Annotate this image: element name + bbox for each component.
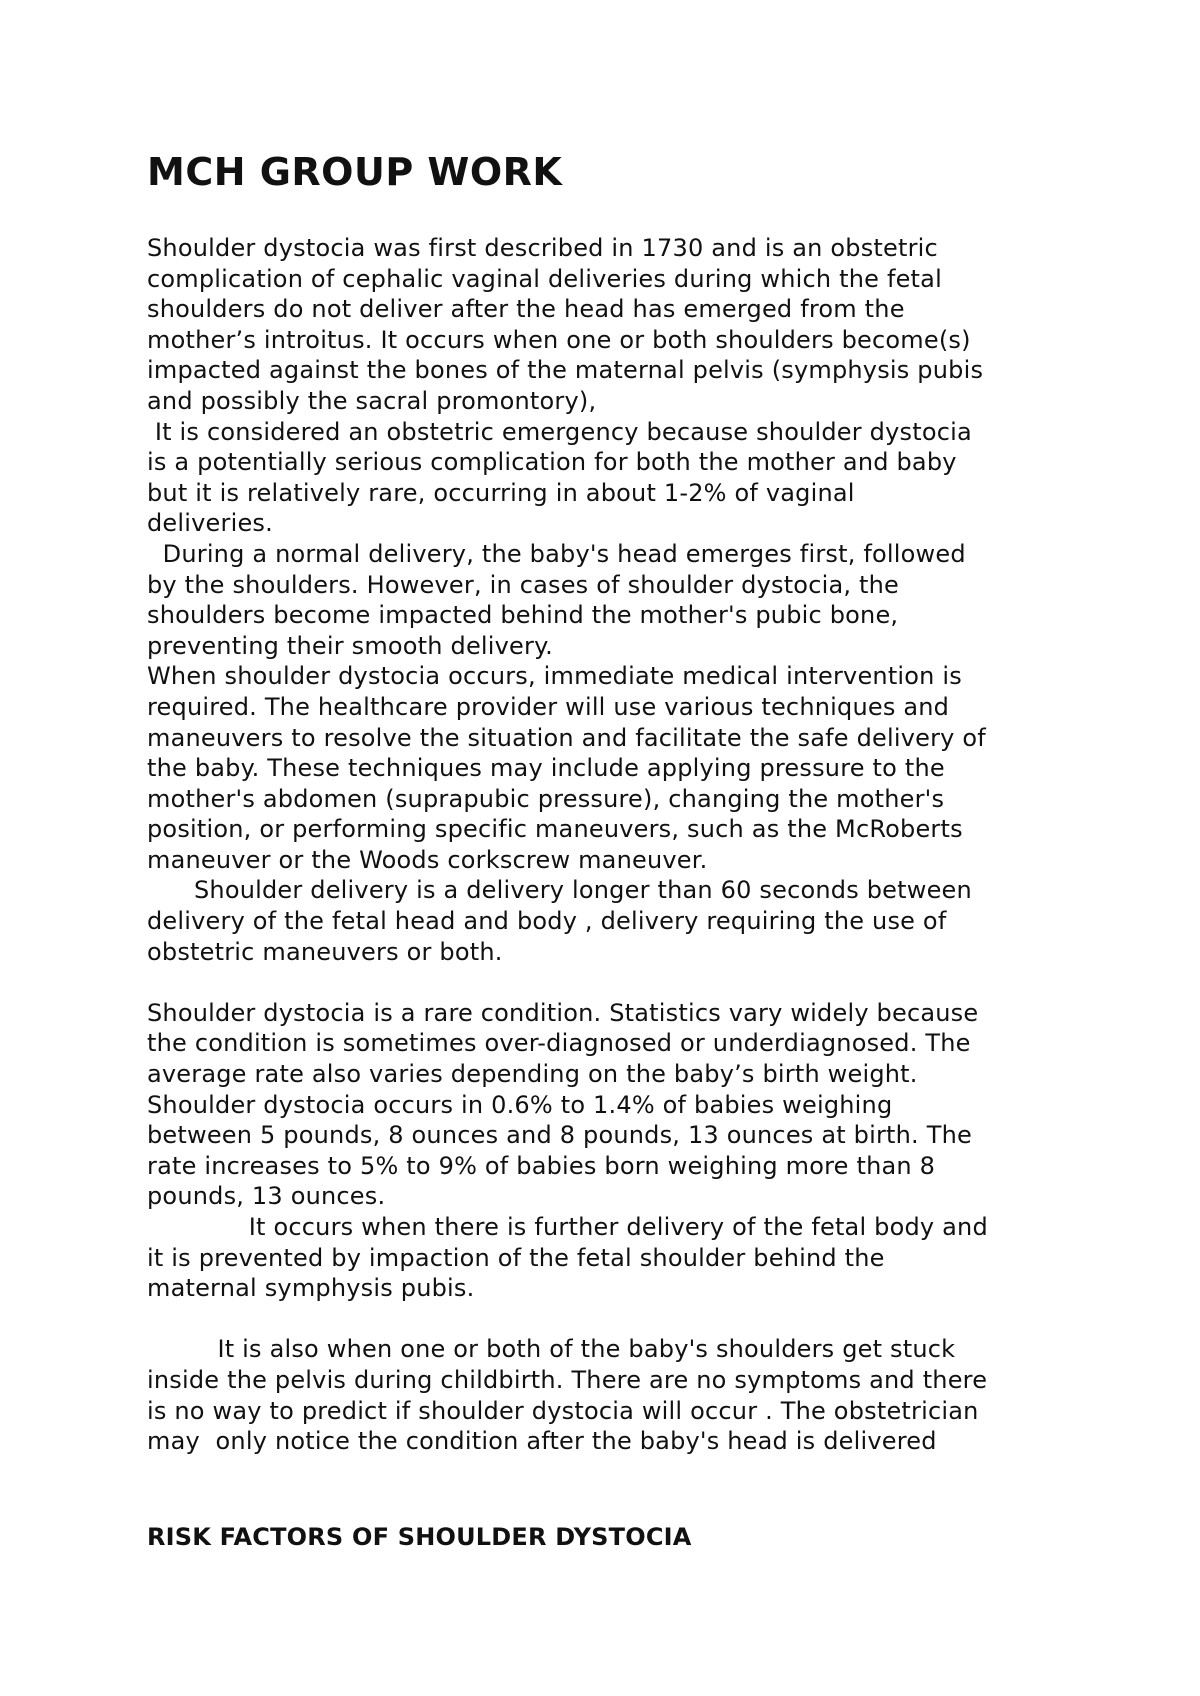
body-line: it is prevented by impaction of the fetal shoulder behind the (147, 1243, 885, 1272)
body-line: impacted against the bones of the maternal pelvis (symphysis pubis (147, 356, 984, 385)
body-line: may only notice the condition after the baby's head is delivered (147, 1427, 937, 1456)
body-line: When shoulder dystocia occurs, immediate medical intervention is (147, 662, 962, 691)
body-line: and possibly the sacral promontory), (147, 386, 597, 415)
body-line: maneuvers to resolve the situation and facilitate the safe delivery of (147, 723, 986, 752)
body-line: rate increases to 5% to 9% of babies born weighing more than 8 (147, 1151, 936, 1180)
body-line: complication of cephalic vaginal deliveries during which the fetal (147, 264, 942, 293)
body-line: It occurs when there is further delivery of the fetal body and (147, 1213, 988, 1241)
body-line: Shoulder dystocia was first described in 1730 and is an obstetric (147, 234, 938, 262)
body-line: the condition is sometimes over-diagnosed or underdiagnosed. The (147, 1029, 971, 1058)
body-line: It is considered an obstetric emergency because shoulder dystocia (147, 417, 972, 446)
body-line: average rate also varies depending on the baby’s birth weight. (147, 1060, 918, 1089)
body-line: but it is relatively rare, occurring in about 1-2% of vaginal (147, 478, 855, 507)
body-line: between 5 pounds, 8 ounces and 8 pounds, 13 ounces at birth. The (147, 1121, 972, 1150)
body-line: by the shoulders. However, in cases of shoulder dystocia, the (147, 570, 900, 599)
body-line: preventing their smooth delivery. (147, 631, 553, 660)
body-line: the baby. These techniques may include applying pressure to the (147, 754, 945, 783)
body-line: It is also when one or both of the baby's shoulders get stuck (147, 1335, 956, 1364)
body-line: maneuver or the Woods corkscrew maneuver. (147, 845, 708, 874)
body-line: obstetric maneuvers or both. (147, 937, 503, 966)
body-line: shoulders become impacted behind the mother's pubic bone, (147, 601, 899, 630)
body-line: required. The healthcare provider will use various techniques and (147, 692, 950, 721)
body-line: deliveries. (147, 509, 273, 538)
body-line: Shoulder dystocia occurs in 0.6% to 1.4% of babies weighing (147, 1090, 893, 1119)
body-line: shoulders do not deliver after the head has emerged from the (147, 295, 905, 324)
body-line: inside the pelvis during childbirth. There are no symptoms and there (147, 1365, 988, 1394)
document-title: MCH GROUP WORK (147, 150, 563, 194)
body-line (147, 967, 1147, 998)
section-heading: RISK FACTORS OF SHOULDER DYSTOCIA (147, 1523, 692, 1551)
body-line: pounds, 13 ounces. (147, 1182, 386, 1211)
body-line: is no way to predict if shoulder dystocia will occur . The obstetrician (147, 1396, 979, 1425)
body-line: delivery of the fetal head and body , delivery requiring the use of (147, 907, 947, 936)
body-line (147, 1304, 1147, 1335)
body-line: mother’s introitus. It occurs when one or both shoulders become(s) (147, 325, 971, 354)
body-line: mother's abdomen (suprapubic pressure), changing the mother's (147, 784, 945, 813)
body-line: position, or performing specific maneuvers, such as the McRoberts (147, 815, 963, 844)
body-line: maternal symphysis pubis. (147, 1274, 475, 1303)
document-body (147, 233, 1147, 1457)
body-line: is a potentially serious complication for both the mother and baby (147, 448, 957, 477)
body-line: Shoulder delivery is a delivery longer than 60 seconds between (147, 876, 972, 905)
body-line: During a normal delivery, the baby's head emerges first, followed (147, 539, 966, 568)
body-line: Shoulder dystocia is a rare condition. Statistics vary widely because (147, 998, 979, 1027)
